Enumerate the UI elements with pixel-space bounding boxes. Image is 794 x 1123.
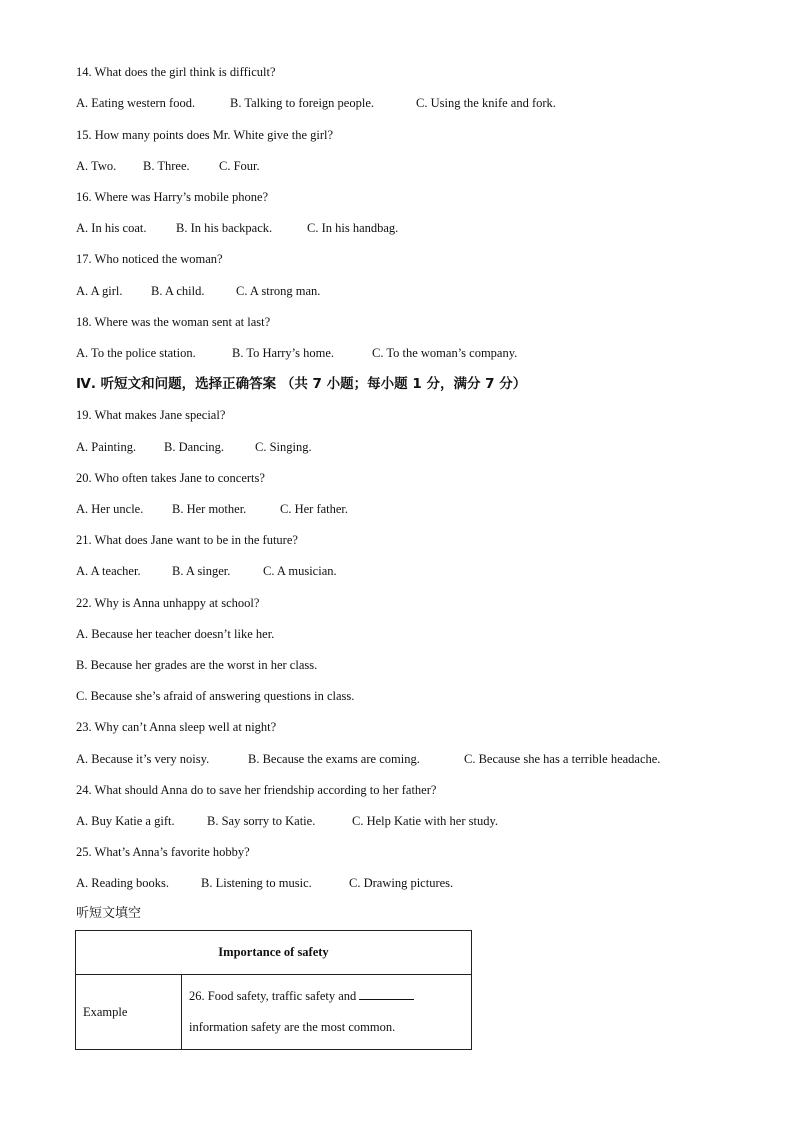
option-a: A. To the police station. (76, 346, 196, 360)
question-19: 19. What makes Jane special? (76, 408, 226, 422)
question-14: 14. What does the girl think is difficult? (76, 65, 276, 79)
table-header: Importance of safety (76, 931, 472, 975)
option-b: B. Her mother. (172, 502, 247, 516)
option-c: C. Because she has a terrible headache. (464, 752, 661, 766)
options-15 (76, 158, 260, 174)
option-c: C. Help Katie with her study. (352, 814, 499, 828)
options-19 (76, 439, 312, 455)
question-15: 15. How many points does Mr. White give the girl? (76, 128, 334, 142)
question-18: 18. Where was the woman sent at last? (76, 315, 271, 329)
option-c: C. Her father. (280, 502, 349, 516)
options-18 (76, 345, 517, 361)
question-17: 17. Who noticed the woman? (76, 252, 223, 266)
options-23 (76, 751, 660, 767)
option-b: B. Say sorry to Katie. (207, 814, 316, 828)
option-a: A. A teacher. (76, 564, 141, 578)
option-22-c: C. Because she’s afraid of answering questions in class. (76, 689, 355, 703)
answer-blank-26[interactable] (359, 987, 414, 1000)
question-23: 23. Why can’t Anna sleep well at night? (76, 720, 277, 734)
row-label: Example (76, 975, 182, 1050)
option-b: B. Three. (143, 159, 190, 173)
option-a: A. Buy Katie a gift. (76, 814, 175, 828)
option-a: A. Her uncle. (76, 502, 144, 516)
option-b: B. Dancing. (164, 440, 225, 454)
option-a: A. Reading books. (76, 876, 170, 890)
options-25 (76, 875, 453, 891)
question-24: 24. What should Anna do to save her friendship according to her father? (76, 783, 437, 797)
options-17 (76, 283, 320, 299)
question-25: 25. What’s Anna’s favorite hobby? (76, 845, 250, 859)
option-a: A. Two. (76, 159, 117, 173)
options-14 (76, 95, 556, 111)
option-b: B. To Harry’s home. (232, 346, 335, 360)
option-a: A. A girl. (76, 284, 123, 298)
options-20 (76, 501, 348, 517)
table-row (76, 975, 472, 1050)
option-a: A. Because it’s very noisy. (76, 752, 210, 766)
option-b: B. Because the exams are coming. (248, 752, 420, 766)
question-16: 16. Where was Harry’s mobile phone? (76, 190, 269, 204)
option-a: A. Painting. (76, 440, 137, 454)
row-content (182, 975, 472, 1050)
option-c: C. To the woman’s company. (372, 346, 518, 360)
option-c: C. Singing. (255, 440, 312, 454)
row-text-before: 26. Food safety, traffic safety and (189, 989, 357, 1003)
safety-table (75, 930, 472, 1050)
option-c: C. In his handbag. (307, 221, 399, 235)
option-22-b: B. Because her grades are the worst in her class. (76, 658, 318, 672)
option-a: A. In his coat. (76, 221, 147, 235)
option-c: C. Four. (219, 159, 260, 173)
option-c: C. Drawing pictures. (349, 876, 454, 890)
question-21: 21. What does Jane want to be in the future? (76, 533, 298, 547)
option-b: B. Talking to foreign people. (230, 96, 375, 110)
option-b: B. A singer. (172, 564, 231, 578)
options-21 (76, 563, 337, 579)
fill-section-title: 听短文填空 (76, 906, 142, 921)
option-b: B. In his backpack. (176, 221, 273, 235)
options-24 (76, 813, 498, 829)
option-c: C. A musician. (263, 564, 337, 578)
option-b: B. Listening to music. (201, 876, 312, 890)
row-text-after: information safety are the most common. (189, 1020, 396, 1034)
section-4-heading: Ⅳ. 听短文和问题，选择正确答案 （共 7 小题；每小题 1 分，满分 7 分） (76, 376, 527, 392)
option-a: A. Eating western food. (76, 96, 196, 110)
option-c: C. A strong man. (236, 284, 321, 298)
options-16 (76, 220, 398, 236)
question-22: 22. Why is Anna unhappy at school? (76, 596, 260, 610)
option-b: B. A child. (151, 284, 205, 298)
question-20: 20. Who often takes Jane to concerts? (76, 471, 265, 485)
option-22-a: A. Because her teacher doesn’t like her. (76, 627, 275, 641)
option-c: C. Using the knife and fork. (416, 96, 556, 110)
